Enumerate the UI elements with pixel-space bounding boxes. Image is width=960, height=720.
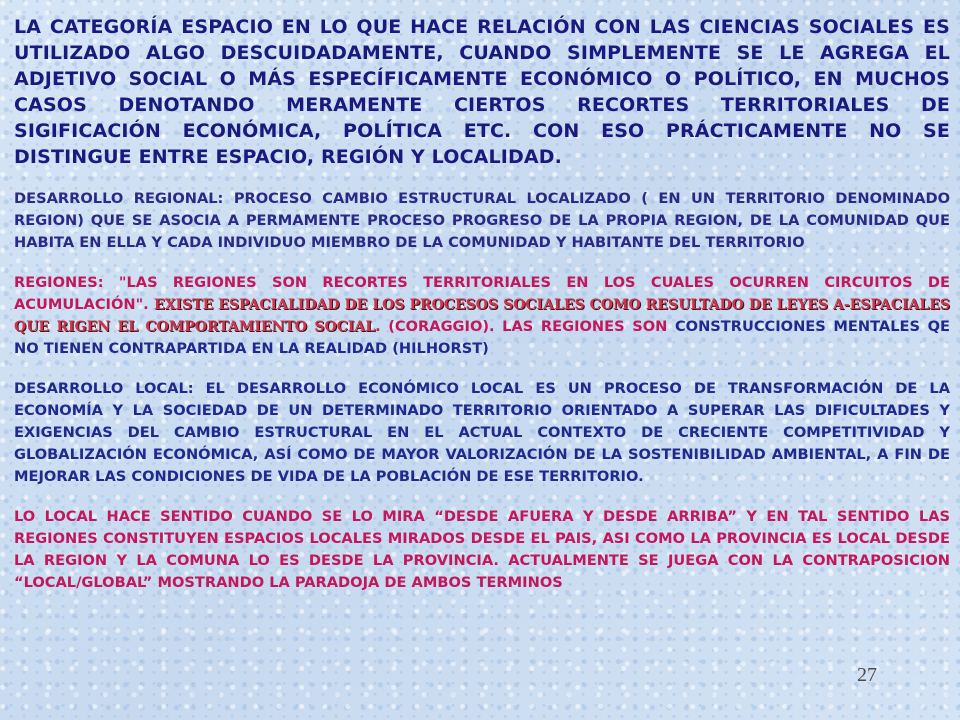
paragraph-desarrollo-local: DESARROLLO LOCAL: EL DESARROLLO ECONÓMICO LOCAL ES UN PROCESO DE TRANSFORMACIÓN DE LA ECONOMÍA Y LA SOCIEDAD DE UN DETERMINADO TERRITORIO ORIENTADO A SUPERAR LAS DIFICULTADES Y EXIGENCIAS DEL CAMBIO ESTRUCTURAL EN EL ACTUAL CONTEXTO DE CRECIENTE COMPETITIVIDAD Y GLOBALIZACIÓN ECONÓMICA, ASÍ COMO DE MAYOR VALORIZACIÓN DE LA SOSTENIBILIDAD AMBIENTAL, A FIN DE MEJORAR LAS CONDICIONES DE VIDA DE LA POBLACIÓN DE ESE TERRITORIO. xyxy=(14,380,950,485)
paragraph-espacio: LA CATEGORÍA ESPACIO EN LO QUE HACE RELACIÓN CON LAS CIENCIAS SOCIALES ES UTILIZADO ALGO DESCUIDADAMENTE, CUANDO SIMPLEMENTE SE LE AGREGA EL ADJETIVO SOCIAL O MÁS ESPECÍFICAMENTE ECONÓMICO O POLÍTICO, EN MUCHOS CASOS DENOTANDO MERAMENTE CIERTOS RECORTES TERRITORIALES DE SIGIFICACIÓN ECONÓMICA, POLÍTICA ETC. CON ESO PRÁCTICAMENTE NO SE DISTINGUE ENTRE ESPACIO, REGIÓN Y LOCALIDAD. xyxy=(14,16,950,168)
regiones-definition: REGIONES: "LAS REGIONES SON RECORTES TERRITORIALES EN LOS CUALES OCURREN CIRCUITOS DE ACUMULACIÓN". xyxy=(14,274,950,313)
paragraph-regiones xyxy=(14,272,950,360)
page-number: 27 xyxy=(857,664,877,686)
regiones-highlight: EXISTE ESPACIALIDAD DE LOS PROCESOS SOCIALES COMO RESULTADO DE LEYES A-ESPACIALES QUE RIGEN EL COMPORTAMIENTO SOCIAL xyxy=(14,297,950,335)
paragraph-lo-local: LO LOCAL HACE SENTIDO CUANDO SE LO MIRA “DESDE AFUERA Y DESDE ARRIBA” Y EN TAL SENTIDO LAS REGIONES CONSTITUYEN ESPACIOS LOCALES MIRADOS DESDE EL PAIS, ASI COMO LA PROVINCIA ES LOCAL DESDE LA REGION Y LA COMUNA LO ES DESDE LA PROVINCIA. ACTUALMENTE SE JUEGA CON LA CONTRAPOSICION “LOCAL/GLOBAL” MOSTRANDO LA PARADOJA DE AMBOS TERMINOS xyxy=(14,508,950,591)
regiones-citation: . (CORAGGIO). LAS REGIONES SON xyxy=(375,318,675,335)
paragraph-desarrollo-regional: DESARROLLO REGIONAL: PROCESO CAMBIO ESTRUCTURAL LOCALIZADO ( EN UN TERRITORIO DENOMINADO REGION) QUE SE ASOCIA A PERMAMENTE PROCESO PROGRESO DE LA PROPIA REGION, DE LA COMUNIDAD QUE HABITA EN ELLA Y CADA INDIVIDUO MIEMBRO DE LA COMUNIDAD Y HABITANTE DEL TERRITORIO xyxy=(14,190,950,251)
regiones-construcciones: CONSTRUCCIONES MENTALES QE NO TIENEN CONTRAPARTIDA EN LA REALIDAD (HILHORST) xyxy=(14,318,950,357)
slide-body xyxy=(14,14,950,594)
